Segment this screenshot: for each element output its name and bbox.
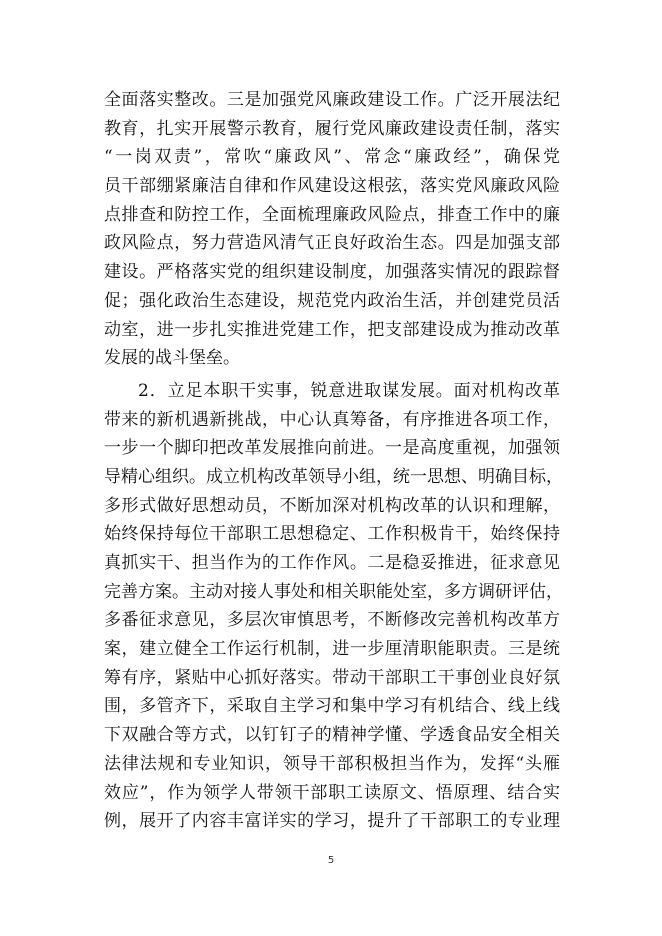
body-text: [104, 86, 563, 836]
text-line: 点排查和防控工作，全面梳理廉政风险点，排查工作中的廉: [104, 204, 560, 225]
text-line: 效应”，作为领学人带领干部职工读原文、悟原理、结合实: [104, 782, 560, 803]
text-line: 政风险点，努力营造风清气正良好政治生态。四是加强支部: [104, 233, 560, 254]
text-line: 真抓实干、担当作为的工作作风。二是稳妥推进，征求意见: [104, 553, 560, 573]
text-line: 发展的战斗堡垒。: [104, 348, 240, 369]
text-line: 筹有序，紧贴中心抓好落实。带动干部职工干事创业良好氛: [104, 667, 560, 688]
text-line: 多形式做好思想动员，不断加深对机构改革的认识和理解，: [104, 495, 560, 516]
text-line: 法律法规和专业知识，领导干部积极担当作为，发挥“头雁: [104, 753, 560, 774]
text-line: 多番征求意见，多层次审慎思考，不断修改完善机构改革方: [104, 610, 560, 631]
text-line: 下双融合等方式，以钉钉子的精神学懂、学透食品安全相关: [104, 725, 560, 746]
page-number: 5: [327, 855, 335, 866]
paragraph: [104, 377, 563, 836]
text-line: 促；强化政治生态建设，规范党内政治生活，并创建党员活: [104, 290, 560, 311]
text-line: 带来的新机遇新挑战，中心认真筹备，有序推进各项工作，: [104, 409, 560, 430]
text-line: 例，展开了内容丰富详实的学习，提升了干部职工的专业理: [104, 811, 560, 832]
text-line: 围，多管齐下，采取自主学习和集中学习有机结合、线上线: [104, 696, 560, 717]
text-line: 完善方案。主动对接人事处和相关职能处室，多方调研评估，: [104, 581, 563, 602]
text-line: 动室，进一步扎实推进党建工作，把支部建设成为推动改革: [104, 319, 560, 340]
text-line: 2．立足本职干实事，锐意进取谋发展。面对机构改革: [138, 380, 560, 401]
text-line: 案，建立健全工作运行机制，进一步厘清职能职责。三是统: [104, 639, 560, 660]
text-line: 全面落实整改。三是加强党风廉政建设工作。广泛开展法纪: [104, 90, 560, 110]
text-line: 建设。严格落实党的组织建设制度，加强落实情况的跟踪督: [104, 262, 560, 283]
text-line: “一岗双责”，常吹“廉政风”、常念“廉政经”，确保党: [104, 147, 560, 168]
text-line: 教育，扎实开展警示教育，履行党风廉政建设责任制，落实: [104, 118, 560, 139]
text-line: 员干部绷紧廉洁自律和作风建设这根弦，落实党风廉政风险: [104, 176, 560, 197]
text-line: 导精心组织。成立机构改革领导小组，统一思想、明确目标，: [104, 466, 563, 487]
text-line: 一步一个脚印把改革发展推向前进。一是高度重视，加强领: [104, 438, 560, 459]
text-line: 始终保持每位干部职工思想稳定、工作积极肯干，始终保持: [104, 524, 560, 545]
paragraph: [104, 86, 560, 373]
